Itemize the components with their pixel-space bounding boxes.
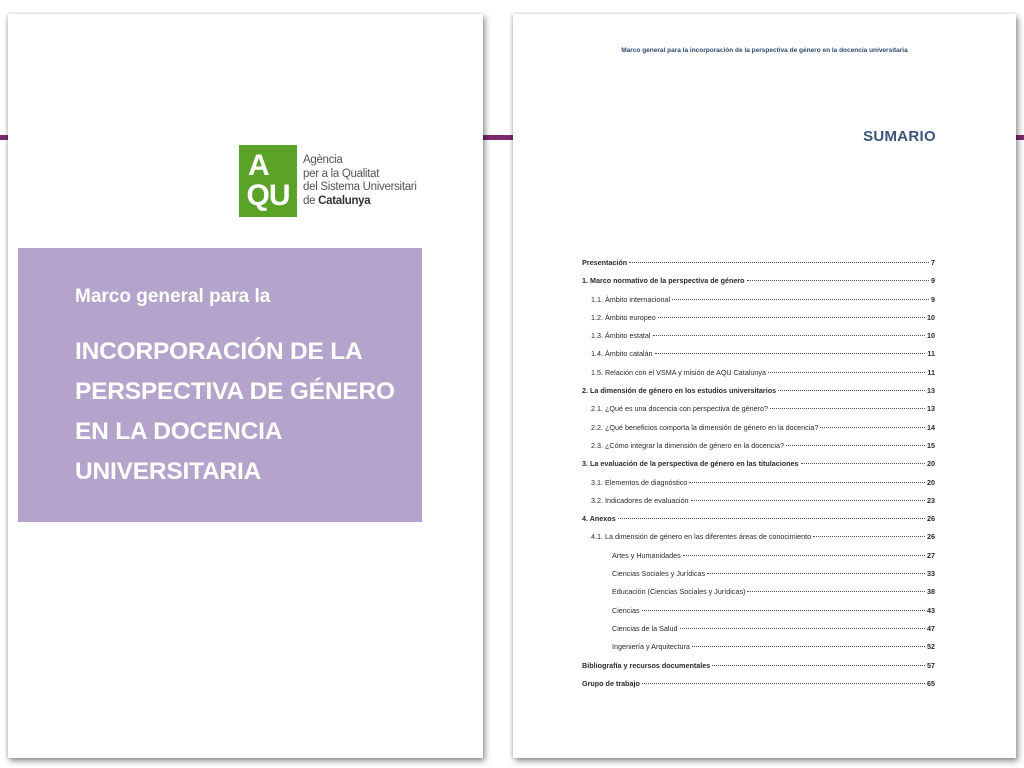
cover-page (8, 14, 483, 758)
logo-text-line: per a la Qualitat (303, 167, 380, 180)
toc-entry-title: 3. La evaluación de la perspectiva de género en las titulaciones (582, 459, 799, 469)
toc-entry-title: 1. Marco normativo de la perspectiva de género (582, 276, 745, 286)
toc-entry-page: 20 (927, 459, 935, 469)
toc-entry-page: 20 (927, 477, 935, 487)
logo-mark-qu: QU (246, 179, 290, 212)
toc-entry-title: 4.1. La dimensión de género en las diferentes áreas de conocimiento (591, 532, 812, 542)
accent-bar-right (1016, 135, 1024, 140)
toc-entry-page: 23 (927, 495, 935, 505)
toc-entry[interactable] (582, 331, 935, 349)
toc-entry[interactable] (582, 624, 935, 642)
toc-entry-page: 26 (927, 514, 935, 524)
toc-leader-dots (672, 299, 929, 300)
toc-entry-page: 13 (927, 386, 935, 396)
toc-entry-page: 57 (927, 660, 935, 670)
logo-text-line: del Sistema Universitari (303, 181, 417, 193)
toc-entry[interactable] (582, 661, 935, 679)
toc-entry-title: Artes y Humanidades (612, 550, 681, 560)
toc-leader-dots (786, 445, 925, 446)
toc-entry[interactable] (582, 642, 935, 660)
toc-leader-dots (747, 591, 925, 592)
toc-entry-page: 47 (927, 623, 935, 633)
toc-entry-title: Grupo de trabajo (582, 678, 640, 688)
aqu-logo-text (303, 154, 417, 208)
toc-entry[interactable] (582, 606, 935, 624)
toc-entry[interactable] (582, 258, 935, 276)
toc-entry[interactable] (582, 551, 935, 569)
toc-leader-dots (642, 610, 925, 611)
summary-heading: SUMARIO (863, 128, 936, 145)
toc-leader-dots (712, 665, 925, 666)
toc-entry-title: 1.3. Ámbito estatal (591, 331, 651, 341)
toc-entry-title: Educación (Ciencias Sociales y Jurídicas) (612, 587, 746, 597)
toc-entry-page: 10 (927, 312, 935, 322)
toc-entry[interactable] (582, 386, 935, 404)
cover-title-block (18, 248, 422, 522)
toc-leader-dots (689, 482, 925, 483)
toc-leader-dots (642, 683, 925, 684)
toc-leader-dots (658, 317, 925, 318)
logo-text-line (303, 195, 417, 209)
toc-entry-page: 43 (927, 605, 935, 615)
toc-entry-page: 13 (927, 404, 935, 414)
toc-leader-dots (683, 555, 925, 556)
cover-title-line: EN LA DOCENCIA (75, 418, 283, 445)
aqu-logo-mark (239, 145, 297, 217)
toc-entry-title: 1.2. Ámbito europeo (591, 312, 656, 322)
toc-leader-dots (707, 573, 925, 574)
toc-entry-title: Ciencias (612, 605, 640, 615)
toc-entry-page: 9 (931, 276, 935, 286)
toc-entry[interactable] (582, 404, 935, 422)
toc-leader-dots (653, 335, 925, 336)
toc-leader-dots (655, 353, 926, 354)
toc-entry[interactable] (582, 368, 935, 386)
summary-page (513, 14, 1016, 758)
toc-entry-title: 3.1. Elementos de diagnóstico (591, 477, 688, 487)
toc-entry-page: 10 (927, 331, 935, 341)
toc-leader-dots (768, 372, 925, 373)
table-of-contents (582, 258, 935, 697)
toc-entry-page: 11 (927, 349, 935, 359)
logo-mark-a: A (248, 149, 269, 182)
toc-entry-title: 1.4. Ámbito catalán (591, 349, 653, 359)
toc-leader-dots (813, 536, 925, 537)
toc-entry[interactable] (582, 313, 935, 331)
toc-entry[interactable] (582, 276, 935, 294)
toc-entry-title: Ingeniería y Arquitectura (612, 642, 690, 652)
toc-entry-page: 7 (931, 258, 935, 267)
cover-title-line: INCORPORACIÓN DE LA (75, 338, 363, 365)
logo-text-bold: Catalunya (318, 194, 371, 207)
toc-entry[interactable] (582, 441, 935, 459)
cover-title (75, 332, 422, 492)
toc-entry-title: Ciencias de la Salud (612, 623, 678, 633)
toc-entry-title: Bibliografía y recursos documentales (582, 660, 711, 670)
toc-leader-dots (820, 427, 925, 428)
toc-entry-page: 38 (927, 587, 935, 597)
toc-entry[interactable] (582, 587, 935, 605)
toc-entry-title: Presentación (582, 258, 628, 267)
toc-entry-title: 2. La dimensión de género en los estudios universitarios (582, 386, 777, 396)
toc-entry[interactable] (582, 514, 935, 532)
logo-text-prefix: de (303, 194, 319, 207)
cover-title-line: UNIVERSITARIA (75, 458, 262, 485)
toc-leader-dots (747, 280, 929, 281)
accent-bar-middle (483, 135, 513, 140)
toc-entry[interactable] (582, 496, 935, 514)
toc-entry[interactable] (582, 679, 935, 697)
toc-leader-dots (801, 463, 925, 464)
toc-leader-dots (770, 408, 925, 409)
toc-entry-title: 2.1. ¿Qué es una docencia con perspectiva de género? (591, 404, 769, 414)
toc-entry-page: 15 (927, 440, 935, 450)
toc-entry-page: 11 (927, 367, 935, 377)
toc-leader-dots (680, 628, 925, 629)
toc-entry[interactable] (582, 295, 935, 313)
toc-leader-dots (618, 518, 925, 519)
toc-entry[interactable] (582, 569, 935, 587)
toc-leader-dots (692, 646, 925, 647)
toc-entry-page: 9 (931, 294, 935, 304)
toc-leader-dots (691, 500, 926, 501)
toc-entry-page: 26 (927, 532, 935, 542)
toc-entry-title: 2.2. ¿Qué beneficios comporta la dimensión de género en la docencia? (591, 422, 819, 432)
toc-entry-page: 14 (927, 422, 935, 432)
toc-entry[interactable] (582, 459, 935, 477)
toc-entry-title: 2.3. ¿Cómo integrar la dimensión de género en la docencia? (591, 440, 784, 450)
logo-text-line: Agència (303, 154, 343, 166)
toc-entry-title: 3.2. Indicadores de evaluación (591, 495, 689, 505)
toc-entry[interactable] (582, 349, 935, 367)
cover-subtitle: Marco general para la (75, 286, 271, 307)
toc-entry[interactable] (582, 478, 935, 496)
toc-entry-page: 52 (927, 642, 935, 652)
toc-entry-title: 1.1. Ámbito internacional (591, 294, 671, 304)
toc-entry-title: Ciencias Sociales y Jurídicas (612, 569, 706, 579)
aqu-logo (239, 145, 417, 217)
toc-entry-page: 33 (927, 569, 935, 579)
running-head: Marco general para la incorporación de la perspectiva de género en la docencia universitaria (621, 47, 908, 54)
toc-entry-title: 1.5. Relación con el VSMA y misión de AQU Catalunya (591, 367, 766, 377)
toc-entry-page: 27 (927, 550, 935, 560)
toc-leader-dots (778, 390, 925, 391)
cover-title-line: PERSPECTIVA DE GÉNERO (75, 378, 395, 405)
toc-entry-page: 65 (927, 678, 935, 688)
toc-leader-dots (629, 262, 929, 263)
toc-entry[interactable] (582, 532, 935, 550)
toc-entry-title: 4. Anexos (582, 514, 616, 524)
toc-entry[interactable] (582, 423, 935, 441)
